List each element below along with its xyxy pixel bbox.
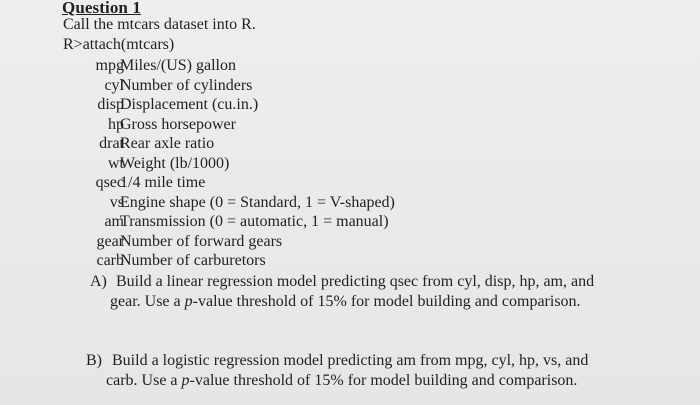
variable-name: hp [108, 115, 124, 133]
variable-row [70, 154, 490, 174]
variable-row [70, 115, 490, 135]
variable-description: Number of forward gears [120, 232, 283, 250]
question-b-line2-pre: carb. Use a [106, 372, 182, 389]
variable-list [70, 56, 490, 271]
variable-description: Weight (lb/1000) [120, 154, 230, 172]
variable-name: vs [109, 193, 124, 211]
variable-row [70, 95, 490, 115]
variable-description: Number of carburetors [120, 252, 266, 269]
variable-row [70, 76, 490, 96]
variable-row [70, 251, 490, 271]
question-b-line2 [86, 371, 646, 391]
variable-description: 1/4 mile time [120, 174, 206, 191]
variable-name: mpg [95, 57, 124, 74]
question-b-line2-post: -value threshold of 15% for model building and comparison. [189, 372, 578, 389]
question-a-line2-pre: gear. Use a [110, 293, 185, 310]
variable-row [70, 193, 490, 213]
question-b-line1: Build a logistic regression model predicting am from mpg, cyl, hp, vs, and [112, 352, 589, 369]
question-b [86, 351, 646, 391]
variable-description: Transmission (0 = automatic, 1 = manual) [120, 213, 389, 230]
variable-row [70, 232, 490, 252]
variable-name: disp [97, 96, 124, 113]
variable-row [70, 212, 490, 232]
variable-description: Rear axle ratio [120, 135, 215, 152]
intro-text: Call the mtcars dataset into R. [63, 16, 256, 33]
question-a-p-symbol: p [184, 293, 193, 310]
variable-row [70, 173, 490, 193]
question-a-line1: Build a linear regression model predicting qsec from cyl, disp, hp, am, and [116, 273, 595, 290]
variable-row [70, 134, 490, 154]
variable-description: Engine shape (0 = Standard, 1 = V-shaped) [120, 193, 395, 211]
question-b-p-symbol: p [181, 372, 190, 389]
variable-name: drat [99, 135, 124, 152]
question-a-line2-post: -value threshold of 15% for model building and comparison. [192, 293, 581, 310]
question-b-label: B) [86, 352, 102, 369]
variable-name: cyl [104, 76, 124, 94]
variable-row [70, 56, 490, 76]
variable-name: qsec [95, 174, 124, 191]
question-a-line2 [90, 292, 650, 312]
variable-name: carb [96, 252, 124, 269]
variable-description: Miles/(US) gallon [120, 57, 236, 74]
variable-name: wt [108, 154, 124, 172]
question-title: Question 1 [62, 0, 141, 17]
variable-name: gear [96, 232, 124, 250]
variable-description: Displacement (cu.in.) [120, 96, 259, 113]
question-a-label: A) [90, 273, 107, 290]
variable-description: Gross horsepower [120, 115, 236, 133]
question-a [90, 272, 650, 312]
r-command: R>attach(mtcars) [63, 36, 175, 53]
variable-name: am [104, 213, 124, 230]
variable-description: Number of cylinders [120, 76, 253, 94]
